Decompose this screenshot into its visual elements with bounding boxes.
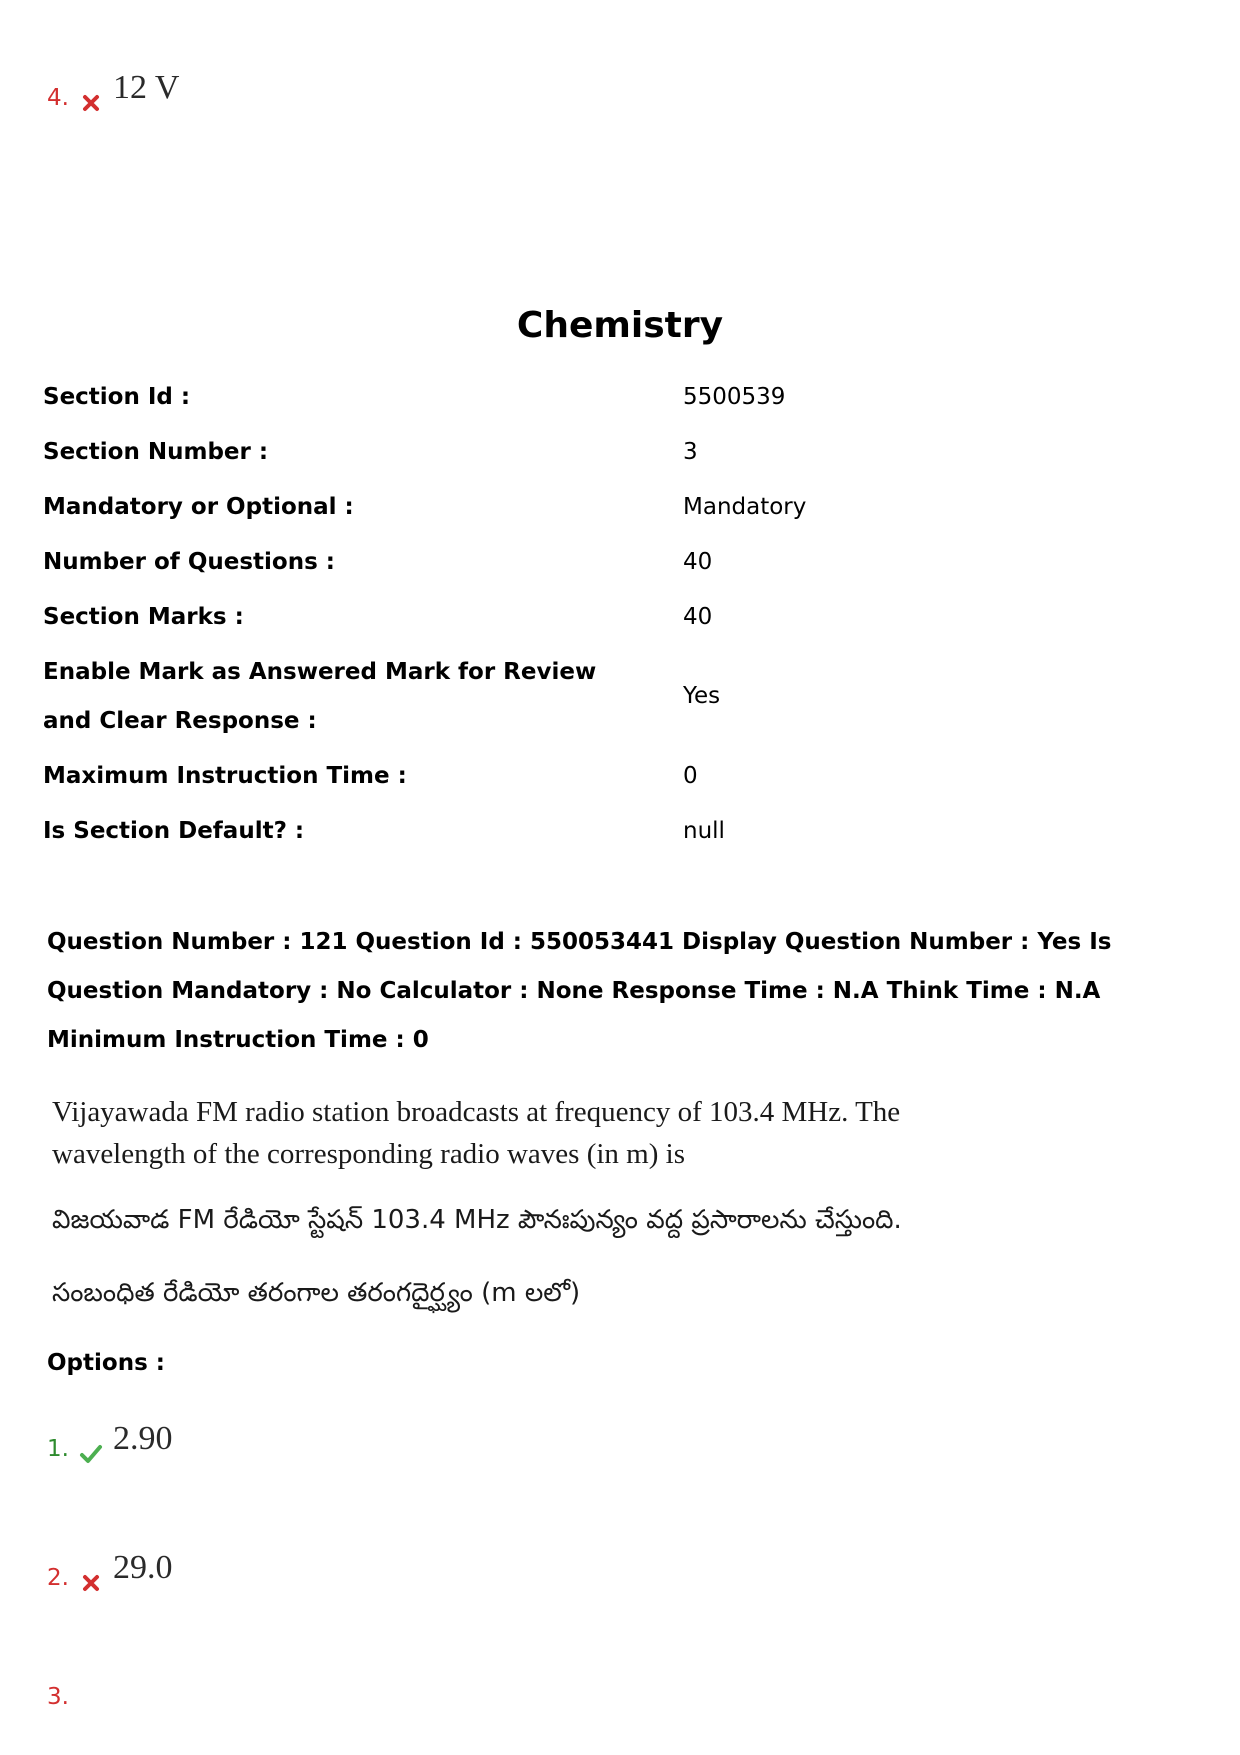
option-value: 12 V bbox=[113, 69, 180, 106]
field-value: Mandatory bbox=[683, 494, 807, 520]
question-text-en-1: Vijayawada FM radio station broadcasts at frequency of 103.4 MHz. The bbox=[52, 1096, 901, 1128]
option-number: 2. bbox=[47, 1565, 69, 1591]
field-value: 40 bbox=[683, 549, 713, 575]
field-label: Section Marks : bbox=[43, 604, 244, 630]
option-1 bbox=[47, 1420, 173, 1468]
option-number: 3. bbox=[47, 1684, 69, 1710]
field-label: Is Section Default? : bbox=[43, 818, 305, 844]
option-number: 1. bbox=[47, 1436, 69, 1462]
field-value: 0 bbox=[683, 763, 698, 789]
option-number: 4. bbox=[47, 85, 69, 111]
option-3 bbox=[47, 1684, 77, 1710]
option-value: 2.90 bbox=[113, 1420, 173, 1457]
cross-icon bbox=[77, 1569, 105, 1597]
prev-option-4 bbox=[47, 69, 180, 117]
field-value: 5500539 bbox=[683, 384, 786, 410]
field-value: 40 bbox=[683, 604, 713, 630]
question-text-te-2: సంబంధిత రేడియో తరంగాల తరంగదైర్ఘ్యం (m లలో) bbox=[52, 1278, 581, 1308]
field-label: Mandatory or Optional : bbox=[43, 494, 354, 520]
field-label: Enable Mark as Answered Mark for Review and Clear Response : bbox=[43, 659, 597, 734]
option-value: 29.0 bbox=[113, 1549, 173, 1586]
option-2 bbox=[47, 1549, 173, 1597]
section-title: Chemistry bbox=[516, 305, 724, 346]
question-meta: Question Number : 121 Question Id : 550053441 Display Question Number : Yes Is Question Mandatory : No Calculator : None Response Time : N.A Think Time : N.A Minimum Instruction Time : 0 bbox=[47, 929, 1112, 1053]
field-label: Section Number : bbox=[43, 439, 269, 465]
question-text-te-1: విజయవాడ FM రేడియో స్టేషన్ 103.4 MHz పౌనఃపున్యం వద్ద ప్రసారాలను చేస్తుంది. bbox=[52, 1205, 902, 1235]
check-icon bbox=[77, 1440, 105, 1468]
options-label: Options : bbox=[47, 1350, 165, 1376]
field-label: Number of Questions : bbox=[43, 549, 335, 575]
field-value: 3 bbox=[683, 439, 698, 465]
field-value: null bbox=[683, 818, 725, 844]
question-text-en-2: wavelength of the corresponding radio waves (in m) is bbox=[52, 1138, 685, 1170]
field-label: Maximum Instruction Time : bbox=[43, 763, 407, 789]
field-label: Section Id : bbox=[43, 384, 191, 410]
cross-icon bbox=[77, 89, 105, 117]
field-value: Yes bbox=[683, 683, 721, 709]
